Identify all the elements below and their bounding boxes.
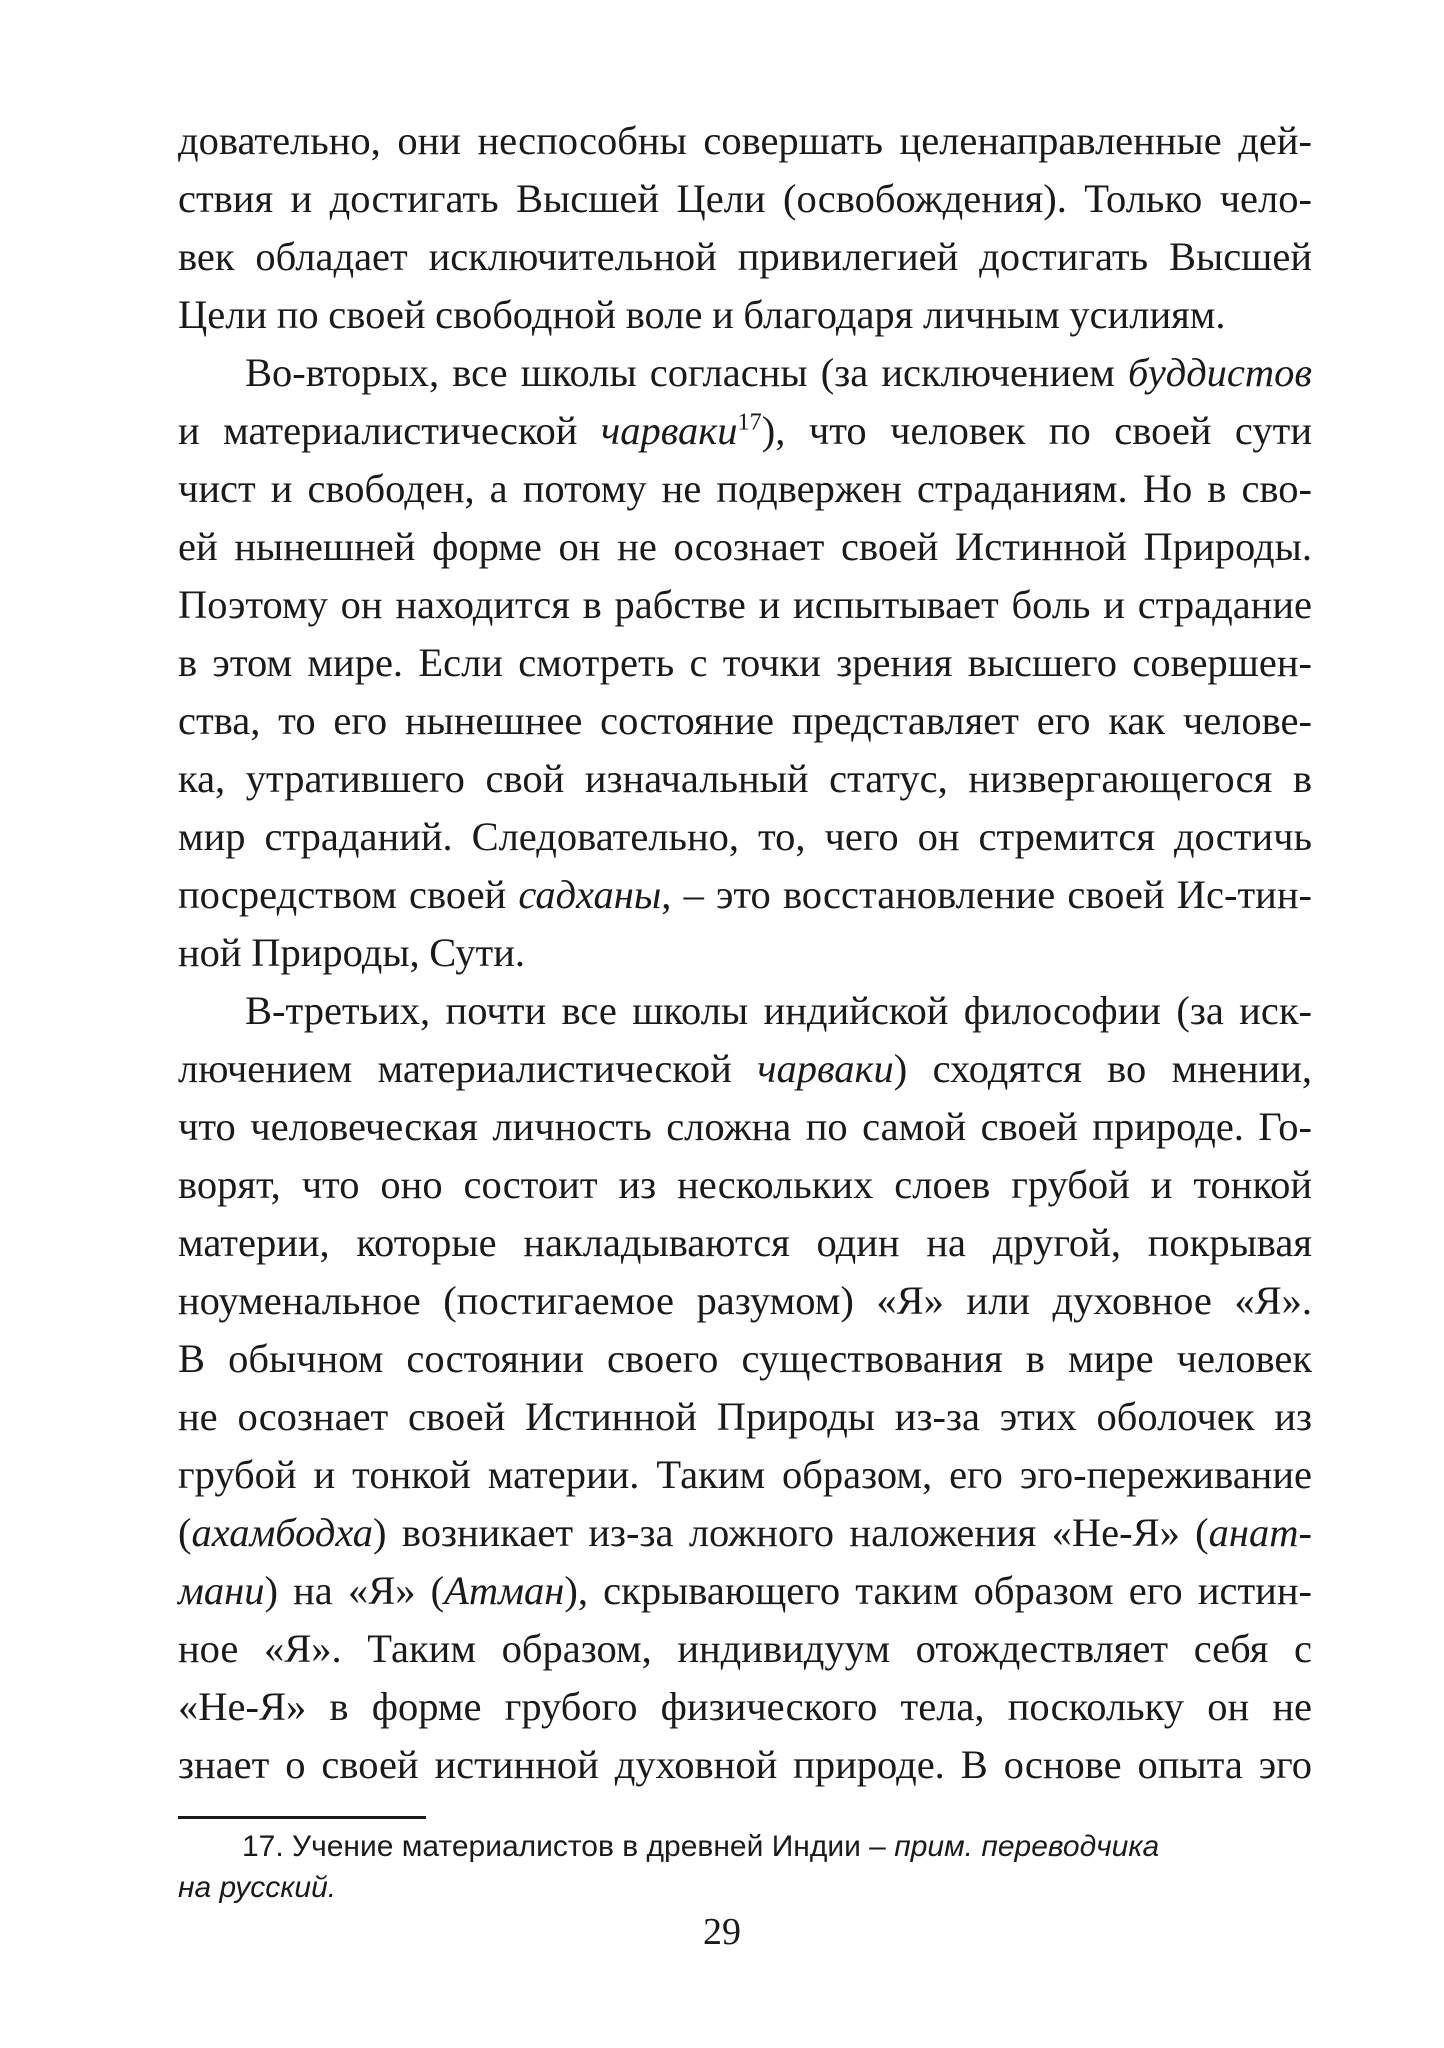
text-line xyxy=(178,1040,1312,1098)
italic-term: анат- xyxy=(1208,1510,1312,1555)
text-line xyxy=(178,344,1312,402)
text-line xyxy=(178,866,1312,924)
footnote-italic: на русский. xyxy=(178,1871,337,1904)
text-line: В обычном состоянии своего существования в мире человек xyxy=(178,1336,1312,1381)
text-line: мир страданий. Следовательно, то, чего он стремится достичь xyxy=(178,814,1312,859)
footnote-italic: прим. переводчика xyxy=(894,1830,1160,1863)
text-run: ) возникает из-за ложного наложения «Не-Я» ( xyxy=(373,1510,1209,1555)
text-line xyxy=(178,1504,1312,1562)
text-run: ) сходятся во мнении, xyxy=(893,1046,1312,1091)
text-run: ( xyxy=(178,1510,192,1555)
footnote-ref: 17 xyxy=(737,408,762,436)
text-line: ей нынешней форме он не осознает своей Истинной Природы. xyxy=(178,524,1312,569)
footnote-divider xyxy=(178,1816,426,1819)
text-line: ной Природы, Сути. xyxy=(178,930,526,975)
text-line: довательно, они неспособны совершать целенаправленные дей- xyxy=(178,118,1312,163)
italic-term: ахамбодха xyxy=(191,1510,374,1555)
italic-term: садханы xyxy=(518,872,662,917)
text-run: Во-вторых, все школы согласны (за исключением xyxy=(245,350,1129,395)
paragraph-2 xyxy=(178,344,1312,982)
paragraph-3 xyxy=(178,982,1312,1794)
text-line: ствия и достигать Высшей Цели (освобождения). Только чело- xyxy=(178,176,1312,221)
footnote xyxy=(178,1826,1312,1908)
italic-term: чарваки xyxy=(600,408,738,453)
text-line: ноуменальное (постигаемое разумом) «Я» или духовное «Я». xyxy=(178,1278,1312,1323)
text-line: в этом мире. Если смотреть с точки зрения высшего совершен- xyxy=(178,640,1312,685)
paragraph-1 xyxy=(178,112,1312,344)
text-line: чист и свободен, а потому не подвержен страданиям. Но в сво- xyxy=(178,466,1312,511)
text-run: ), скрывающего таким образом его истин- xyxy=(564,1568,1312,1613)
footnote-line xyxy=(178,1826,1312,1867)
text-run: лючением материалистической xyxy=(178,1046,758,1091)
text-run: посредством своей xyxy=(178,872,519,917)
text-line: Поэтому он находится в рабстве и испытывает боль и страдание xyxy=(178,582,1312,627)
text-line: ное «Я». Таким образом, индивидуум отождествляет себя с xyxy=(178,1626,1312,1671)
text-run: и материалистической xyxy=(178,408,601,453)
text-line: век обладает исключительной привилегией достигать Высшей xyxy=(178,234,1312,279)
footnote-text: Учение материалистов в древней Индии – xyxy=(283,1830,895,1863)
text-line: что человеческая личность сложна по самой своей природе. Го- xyxy=(178,1104,1312,1149)
italic-term: буддистов xyxy=(1128,350,1312,395)
text-line: ка, утратившего свой изначальный статус, низвергающегося в xyxy=(178,756,1312,801)
text-line: материи, которые накладываются один на другой, покрывая xyxy=(178,1220,1312,1265)
page-number: 29 xyxy=(703,1911,741,1953)
text-run: , – это восстановление своей Ис-тин- xyxy=(661,872,1312,917)
text-line: грубой и тонкой материи. Таким образом, его эго-переживание xyxy=(178,1452,1312,1497)
main-text xyxy=(178,112,1312,1794)
footnote-number: 17. xyxy=(242,1830,284,1863)
italic-term: Атман xyxy=(444,1568,565,1613)
text-line: знает о своей истинной духовной природе. В основе опыта эго xyxy=(178,1742,1312,1787)
footnote-line xyxy=(178,1867,1312,1908)
text-line: ворят, что оно состоит из нескольких слоев грубой и тонкой xyxy=(178,1162,1312,1207)
text-run: ) на «Я» ( xyxy=(264,1568,445,1613)
text-line xyxy=(178,1562,1312,1620)
text-run: ), что человек по своей сути xyxy=(761,408,1312,453)
text-line: В-третьих, почти все школы индийской философии (за иск- xyxy=(245,988,1312,1033)
italic-term: чарваки xyxy=(757,1046,894,1091)
text-line: ства, то его нынешнее состояние представляет его как челове- xyxy=(178,698,1312,743)
text-line: не осознает своей Истинной Природы из-за этих оболочек из xyxy=(178,1394,1312,1439)
text-line xyxy=(178,402,1312,460)
italic-term: мани xyxy=(178,1568,265,1613)
text-line: «Не-Я» в форме грубого физического тела, поскольку он не xyxy=(178,1684,1312,1729)
text-line: Цели по своей свободной воле и благодаря личным усилиям. xyxy=(178,292,1226,337)
